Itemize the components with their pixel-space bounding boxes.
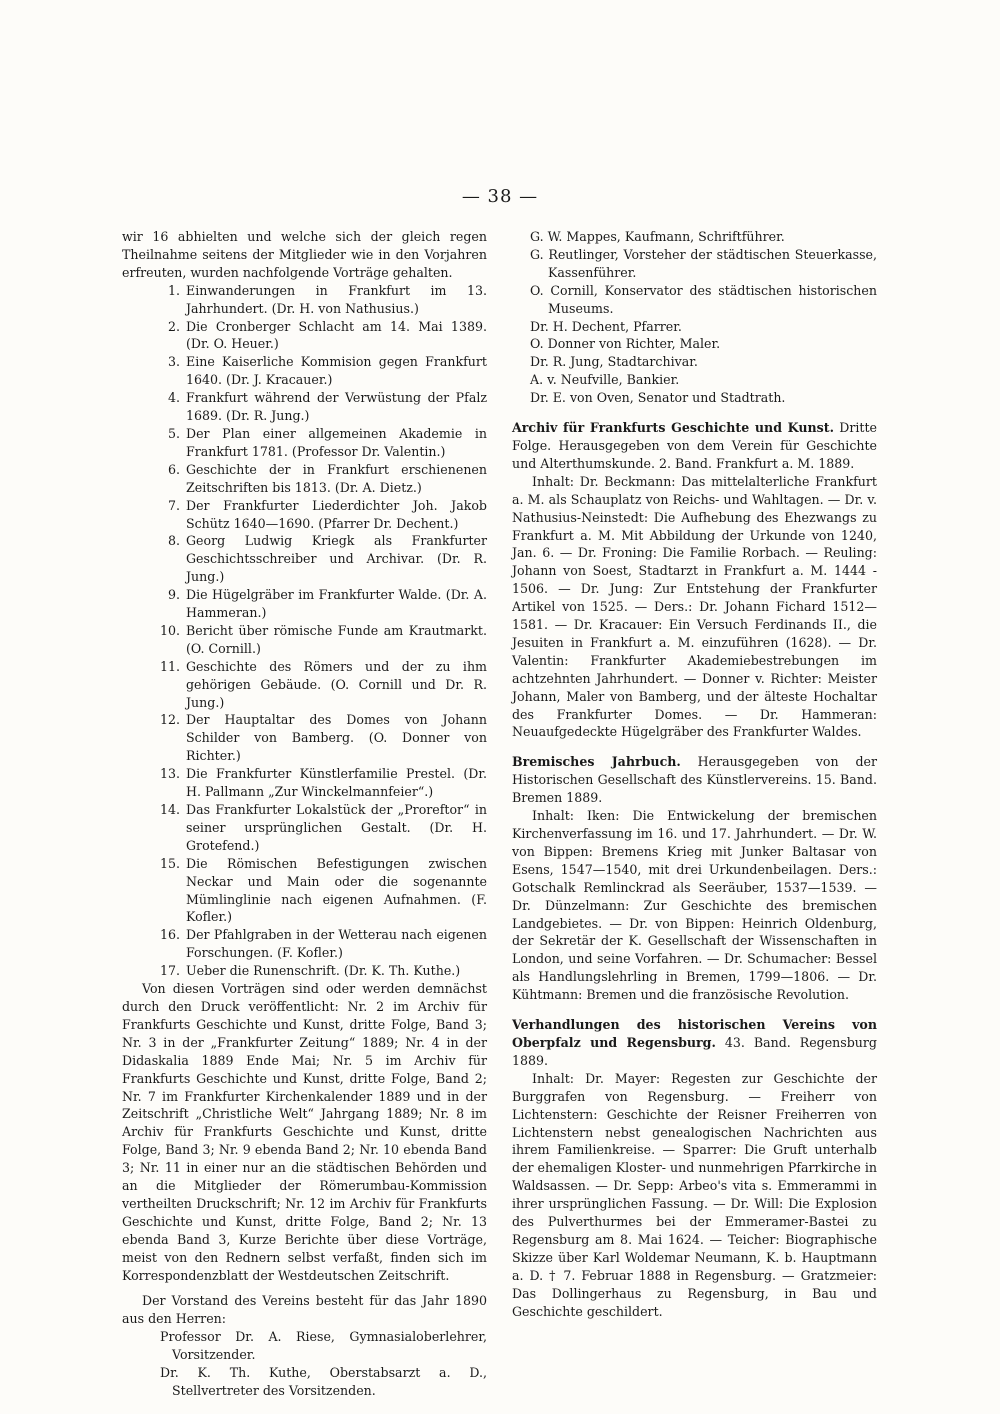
entry-contents: Inhalt: Iken: Die Entwickelung der bremischen Kirchenverfassung im 16. und 17. Jahrhundert. — Dr. W. von Bippen: Bremens Krieg mit Junker Baltasar von Esens, 1547—1540, mit drei Urkundenbeilagen. Ders.: Gotschalk Remlinckrad als Seeräuber, 1537—1539. — Dr. Dünzelmann: Zur Geschichte des bremischen Landgebietes. — Dr. von Bippen: Heinrich Oldenburg, der Sekretär der K. Gesellschaft der Wissenschaften in London, und seine Vorfahren. — Dr. Schumacher: Bessel als Handlungslehrling in Bremen, 1799—1806. — Dr. Kühtmann: Bremen und die französische Revolution. [512, 808, 877, 1003]
lecture-text: Der Plan einer allgemeinen Akademie in Frankfurt 1781. (Professor Dr. Valentin.) [186, 425, 487, 459]
lecture-text: Ueber die Runenschrift. (Dr. K. Th. Kuthe.) [186, 963, 461, 979]
board-member: O. Donner von Richter, Maler. [530, 336, 721, 352]
lecture-number: 4. [167, 390, 180, 406]
entry-title: Verhandlungen des historischen Vereins von Oberpfalz und Regensburg. [512, 1017, 877, 1050]
publication-entry [512, 419, 877, 741]
board-member: Dr. K. Th. Kuthe, Oberstabsarzt a. D., Stellvertreter des Vorsitzenden. [160, 1365, 487, 1398]
lecture-number: 11. [159, 658, 180, 674]
lecture-number: 13. [159, 766, 180, 782]
lecture-number: 15. [159, 855, 180, 871]
lecture-list [122, 282, 487, 980]
lecture-text: Das Frankfurter Lokalstück der „Proreftor“ in seiner ursprünglichen Gestalt. (Dr. H. Grotefend.) [186, 802, 487, 853]
lecture-text: Der Pfahlgraben in der Wetterau nach eigenen Forschungen. (F. Kofler.) [186, 927, 487, 961]
lecture-item [122, 926, 487, 962]
lecture-text: Geschichte der in Frankfurt erschienenen Zeitschriften bis 1813. (Dr. A. Dietz.) [186, 461, 487, 495]
lecture-item [122, 622, 487, 658]
board-member: Dr. E. von Oven, Senator und Stadtrath. [530, 390, 786, 406]
lecture-text: Die Hügelgräber im Frankfurter Walde. (Dr. A. Hammeran.) [186, 587, 487, 621]
lecture-item [122, 586, 487, 622]
lecture-number: 8. [167, 533, 180, 549]
lecture-item [122, 389, 487, 425]
right-column [512, 228, 877, 1320]
lecture-text: Der Frankfurter Liederdichter Joh. Jakob Schütz 1640—1690. (Pfarrer Dr. Dechent.) [186, 497, 487, 531]
lecture-number: 9. [167, 587, 180, 603]
lecture-text: Frankfurt während der Verwüstung der Pfalz 1689. (Dr. R. Jung.) [186, 390, 487, 424]
lecture-item [122, 801, 487, 855]
entry-heading [512, 753, 877, 807]
entry-details: 43. Band. Regensburg 1889. [512, 1034, 877, 1068]
entry-title: Archiv für Frankfurts Geschichte und Kunst. [512, 420, 834, 436]
lecture-text: Einwanderungen in Frankfurt im 13. Jahrhundert. (Dr. H. von Nathusius.) [186, 282, 487, 316]
lecture-text: Bericht über römische Funde am Krautmarkt. (O. Cornill.) [186, 622, 487, 656]
entry-heading [512, 1016, 877, 1070]
entry-contents: Inhalt: Dr. Beckmann: Das mittelalterliche Frankfurt a. M. als Schauplatz von Reichs- und Wahltagen. — Dr. v. Nathusius-Neinstedt: Die Aufhebung des Ehezwangs zu Frankfurt a. M. Mit Abbildung der Urkunde von 1240, Jan. 6. — Dr. Froning: Die Familie Rorbach. — Reuling: Johann von Soest, Stadtarzt in Frankfurt a. M. 1444 - 1506. — Dr. Jung: Zur Entstehung der Frankfurter Artikel von 1525. — Ders.: Dr. Johann Fichard 1512—1581. — Dr. Kracauer: Ein Versuch Ferdinands II., die Jesuiten in Frankfurt a. M. einzuführen (1628). — Dr. Valentin: Frankfurter Akademiebestrebungen im achtzehnten Jahrhundert. — Donner v. Richter: Meister Johann, Maler von Bamberg, und der älteste Hochaltar des Frankfurter Domes. — Dr. Hammeran: Neuaufgedeckte Hügelgräber des Frankfurter Waldes. [512, 473, 877, 740]
entry-title: Bremisches Jahrbuch. [512, 754, 681, 770]
lecture-item [122, 658, 487, 712]
lecture-number: 14. [159, 802, 180, 817]
lecture-item [122, 318, 487, 354]
lecture-item [122, 497, 487, 533]
lecture-item [122, 425, 487, 461]
publication-note: Von diesen Vorträgen sind oder werden demnächst durch den Druck veröffentlicht: Nr. 2 im Archiv für Frankfurts Geschichte und Kunst, dritte Folge, Band 3; Nr. 3 in der „Frankfurter Zeitung“ 1889; Nr. 4 in der Didaskalia 1889 Ende Mai; Nr. 5 im Archiv für Frankfurts Geschichte und Kunst, dritte Folge, Band 2; Nr. 7 im Frankfurter Kirchenkalender 1889 und in der Zeitschrift „Christliche Welt“ Jahrgang 1889; Nr. 8 im Archiv für Frankfurts Geschichte und Kunst, dritte Folge, Band 3; Nr. 9 ebenda Band 2; Nr. 10 ebenda Band 3; Nr. 11 in einer nur an die städtischen Behörden und an die Mitglieder der Römerumbau-Kommission vertheilten Druckschrift; Nr. 12 im Archiv für Frankfurts Geschichte und Kunst, dritte Folge, Band 2; Nr. 13 ebenda Band 3, Kurze Berichte über diese Vorträge, meist von den Rednern selbst verfaßt, finden sich im Korrespondenzblatt der Westdeutschen Zeitschrift. [122, 981, 487, 1283]
lecture-number: 3. [167, 354, 180, 370]
lecture-text: Der Hauptaltar des Domes von Johann Schilder von Bamberg. (O. Donner von Richter.) [186, 712, 487, 764]
lecture-text: Die Frankfurter Künstlerfamilie Prestel. (Dr. H. Pallmann „Zur Winckelmannfeier“.) [186, 766, 487, 800]
lecture-text: Die Römischen Befestigungen zwischen Neckar und Main oder die sogenannte Mümlinglinie nach eigenen Aufnahmen. (F. Kofler.) [186, 855, 487, 925]
lecture-number: 12. [159, 712, 180, 728]
page-number: — 38 — [461, 186, 539, 207]
lecture-number: 7. [167, 497, 180, 513]
lecture-number: 6. [167, 461, 180, 477]
lecture-number: 16. [159, 927, 180, 943]
board-intro: Der Vorstand des Vereins besteht für das Jahr 1890 aus den Herren: [122, 1293, 487, 1327]
lecture-number: 10. [159, 622, 180, 638]
entry-heading [512, 419, 877, 473]
publication-entry [512, 753, 877, 1004]
lecture-item [122, 855, 487, 927]
lecture-item [122, 282, 487, 318]
lecture-item [122, 962, 487, 980]
lecture-number: 17. [159, 963, 180, 979]
board-member: Professor Dr. A. Riese, Gymnasialoberlehrer, Vorsitzender. [160, 1329, 487, 1363]
lecture-item [122, 461, 487, 497]
board-member: O. Cornill, Konservator des städtischen historischen Museums. [530, 282, 877, 316]
publication-entry [512, 1016, 877, 1320]
lecture-item [122, 711, 487, 765]
lecture-text: Georg Ludwig Kriegk als Frankfurter Geschichtsschreiber und Archivar. (Dr. R. Jung.) [186, 533, 487, 585]
board-member: Dr. R. Jung, Stadtarchivar. [530, 354, 698, 370]
board-member-list [512, 228, 877, 407]
lecture-item [122, 353, 487, 389]
lecture-number: 5. [167, 425, 180, 441]
entry-details: Herausgegeben von der Historischen Gesellschaft des Künstlervereins. 15. Band. Bremen 1889. [512, 754, 877, 806]
left-column [122, 228, 487, 1400]
entry-details: Dritte Folge. Herausgegeben von dem Verein für Geschichte und Alterthumskunde. 2. Band. Frankfurt a. M. 1889. [512, 420, 877, 471]
lecture-item [122, 765, 487, 801]
lecture-text: Eine Kaiserliche Kommision gegen Frankfurt 1640. (Dr. J. Kracauer.) [186, 354, 487, 388]
intro-paragraph: wir 16 abhielten und welche sich der gleich regen Theilnahme seitens der Mitglieder wie in den Vorjahren erfreuten, wurden nachfolgende Vorträge gehalten. [122, 229, 487, 280]
board-member: Dr. H. Dechent, Pfarrer. [530, 318, 682, 334]
lecture-number: 2. [167, 318, 180, 334]
board-member: G. Reutlinger, Vorsteher der städtischen Steuerkasse, Kassenführer. [530, 246, 877, 280]
lecture-number: 1. [167, 282, 180, 298]
entry-contents: Inhalt: Dr. Mayer: Regesten zur Geschichte der Burggrafen von Regensburg. — Freiherr von Lichtenstern: Geschichte der Reisner Freiherren von Lichtenstern nebst genealogischen Nachrichten aus ihrem Familienkreise. — Sparrer: Die Gruft unterhalb der ehemaligen Kloster- und nunmehrigen Pfarrkirche in Waldsassen. — Dr. Sepp: Arbeo's vita s. Emmerammi in ihrer ursprünglichen Fassung. — Dr. Will: Die Explosion des Pulverthurmes bei der Emmeramer-Bastei zu Regensburg am 8. Mai 1624. — Teicher: Biographische Skizze über Karl Woldemar Neumann, K. b. Hauptmann a. D. † 7. Februar 1888 in Regensburg. — Gratzmeier: Das Dollingerhaus zu Regensburg, in Bau und Geschichte geschildert. [512, 1070, 877, 1319]
lecture-text: Die Cronberger Schlacht am 14. Mai 1389. (Dr. O. Heuer.) [186, 318, 487, 352]
lecture-item [122, 532, 487, 586]
lecture-text: Geschichte des Römers und der zu ihm gehörigen Gebäude. (O. Cornill und Dr. R. Jung.) [186, 658, 487, 710]
board-member: G. W. Mappes, Kaufmann, Schriftführer. [530, 229, 785, 244]
board-member: A. v. Neufville, Bankier. [530, 372, 680, 388]
